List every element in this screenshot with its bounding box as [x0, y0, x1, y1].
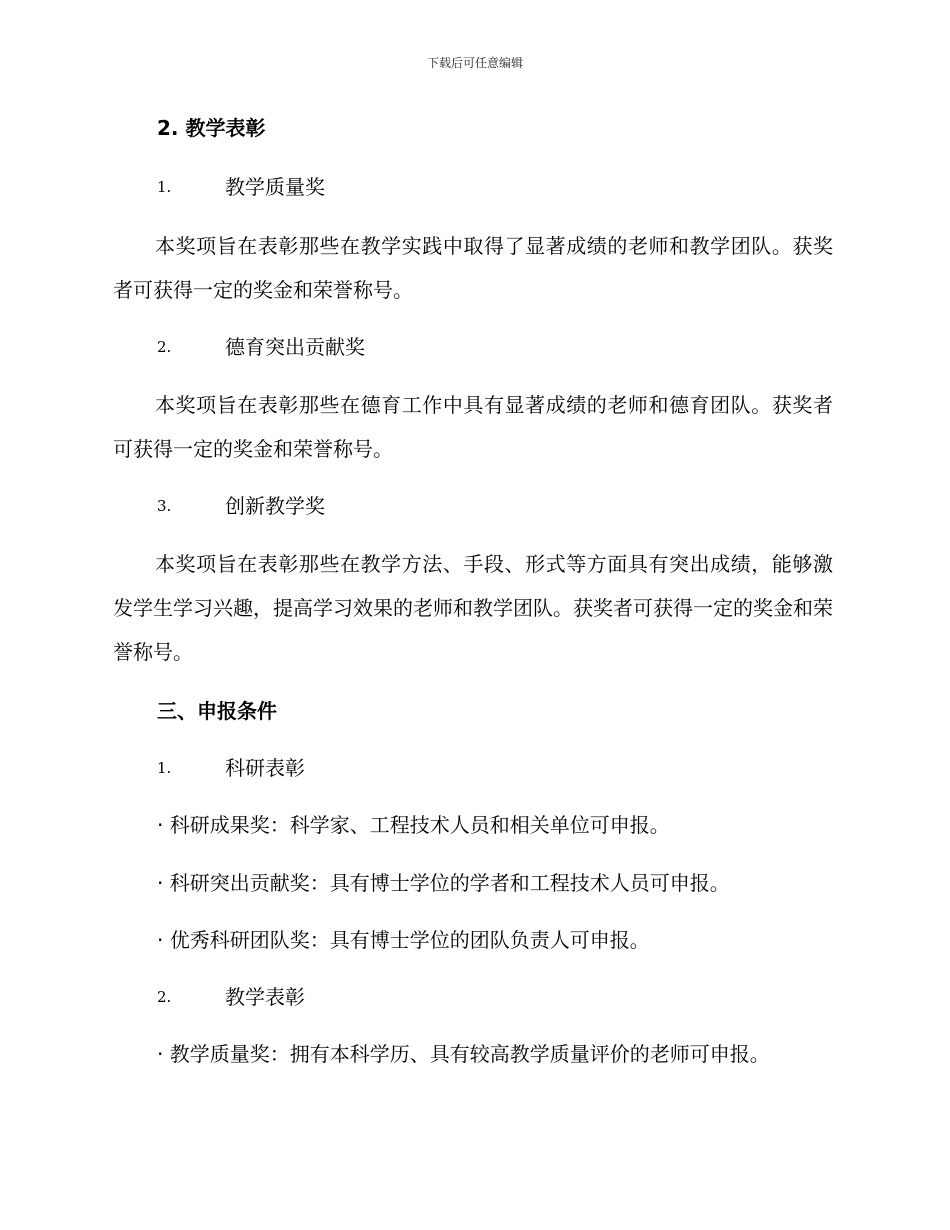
section-heading-teaching: 2. 教学表彰: [157, 116, 266, 140]
section-heading-conditions: 三、申报条件: [157, 699, 277, 723]
item-description: 本奖项旨在表彰那些在教学方法、手段、形式等方面具有突出成绩，能够激发学生学习兴趣，提高学习效果的老师和教学团队。获奖者可获得一定的奖金和荣誉称号。: [113, 552, 833, 664]
item-description: 本奖项旨在表彰那些在教学实践中取得了显著成绩的老师和教学团队。获奖者可获得一定的奖金和荣誉称号。: [113, 234, 833, 302]
group-title: 科研表彰: [225, 756, 305, 780]
item-number: 3.: [157, 497, 172, 515]
group-title: 教学表彰: [225, 985, 305, 1009]
condition-bullet: · 科研突出贡献奖：具有博士学位的学者和工程技术人员可申报。: [157, 871, 730, 895]
item-number: 1.: [157, 178, 172, 196]
item-number: 2.: [157, 338, 172, 356]
item-title: 德育突出贡献奖: [225, 335, 365, 359]
condition-bullet: · 科研成果奖：科学家、工程技术人员和相关单位可申报。: [157, 813, 670, 837]
condition-bullet: · 教学质量奖：拥有本科学历、具有较高教学质量评价的老师可申报。: [157, 1042, 770, 1066]
item-title: 创新教学奖: [225, 494, 325, 518]
item-title: 教学质量奖: [225, 175, 325, 199]
condition-bullet: · 优秀科研团队奖：具有博士学位的团队负责人可申报。: [157, 928, 650, 952]
group-number: 1.: [157, 759, 172, 777]
page-header: 下载后可任意编辑: [426, 56, 523, 70]
group-number: 2.: [157, 988, 172, 1006]
item-description: 本奖项旨在表彰那些在德育工作中具有显著成绩的老师和德育团队。获奖者可获得一定的奖金和荣誉称号。: [113, 393, 833, 461]
